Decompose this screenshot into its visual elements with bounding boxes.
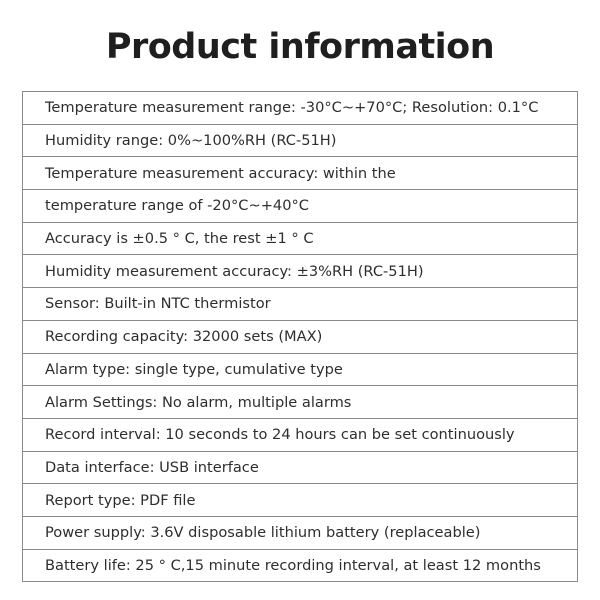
table-row: Alarm Settings: No alarm, multiple alarms (23, 386, 577, 419)
table-row: Battery life: 25 ° C,15 minute recording interval, at least 12 months (23, 550, 577, 583)
table-row: Temperature measurement range: -30°C~+70°C; Resolution: 0.1°C (23, 92, 577, 125)
table-row: Humidity range: 0%~100%RH (RC-51H) (23, 125, 577, 158)
table-row: Sensor: Built-in NTC thermistor (23, 288, 577, 321)
page-title: Product information (105, 27, 495, 67)
table-row: Report type: PDF file (23, 484, 577, 517)
table-row: Temperature measurement accuracy: within the (23, 157, 577, 190)
table-row: Humidity measurement accuracy: ±3%RH (RC-51H) (23, 255, 577, 288)
table-row: Power supply: 3.6V disposable lithium battery (replaceable) (23, 517, 577, 550)
table-row: Recording capacity: 32000 sets (MAX) (23, 321, 577, 354)
table-row: Alarm type: single type, cumulative type (23, 354, 577, 387)
product-info-table (22, 91, 578, 582)
table-row: temperature range of -20°C~+40°C (23, 190, 577, 223)
table-row: Accuracy is ±0.5 ° C, the rest ±1 ° C (23, 223, 577, 256)
table-row: Data interface: USB interface (23, 452, 577, 485)
table-row: Record interval: 10 seconds to 24 hours can be set continuously (23, 419, 577, 452)
